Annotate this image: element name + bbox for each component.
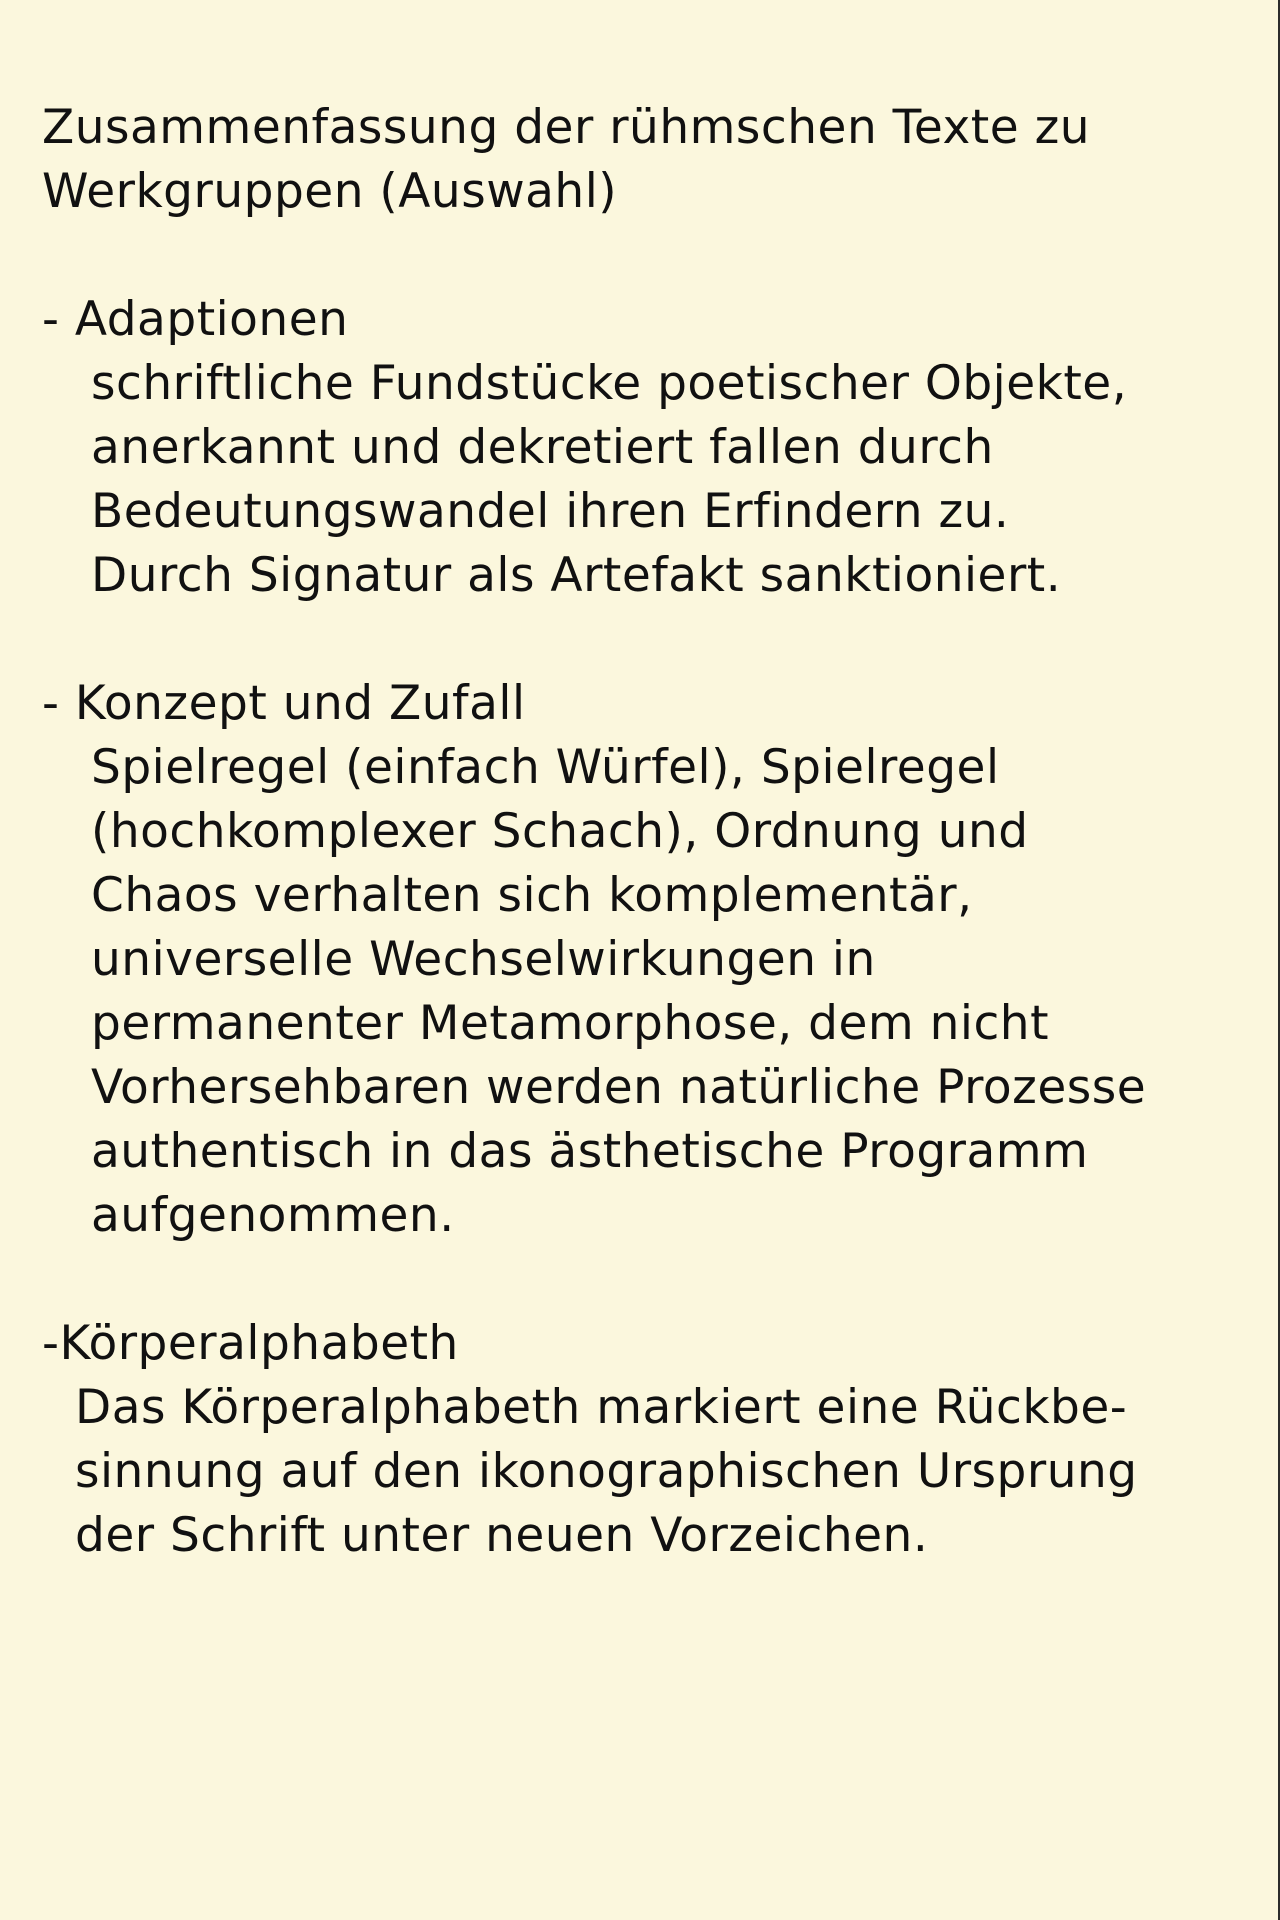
section-text-line: Vorhersehbaren werden natürliche Prozesse	[91, 1060, 1147, 1115]
title-line-2: Werkgruppen (Auswahl)	[42, 164, 618, 219]
section-text-line: Das Körperalphabeth markiert eine Rückbe-	[75, 1380, 1128, 1435]
section-heading-adaptionen: - Adaptionen	[42, 292, 349, 347]
section-text-line: schriftliche Fundstücke poetischer Objekte,	[91, 356, 1128, 411]
section-heading-konzept-und-zufall: - Konzept und Zufall	[42, 676, 526, 731]
section-text-line: permanenter Metamorphose, dem nicht	[91, 996, 1050, 1051]
section-heading-koerperalphabeth: -Körperalphabeth	[42, 1316, 459, 1371]
section-text-line: universelle Wechselwirkungen in	[91, 932, 876, 987]
section-text-line: anerkannt und dekretiert fallen durch	[91, 420, 994, 475]
section-text-line: der Schrift unter neuen Vorzeichen.	[75, 1508, 929, 1563]
section-text-line: Bedeutungswandel ihren Erfindern zu.	[91, 484, 1010, 539]
section-text-line: authentisch in das ästhetische Programm	[91, 1124, 1089, 1179]
section-text-line: Chaos verhalten sich komplementär,	[91, 868, 973, 923]
section-text-line: Durch Signatur als Artefakt sanktioniert.	[91, 548, 1062, 603]
section-text-line: aufgenommen.	[91, 1188, 455, 1243]
section-text-line: (hochkomplexer Schach), Ordnung und	[91, 804, 1029, 859]
section-text-line: Spielregel (einfach Würfel), Spielregel	[91, 740, 1000, 795]
title-line-1: Zusammenfassung der rühmschen Texte zu	[42, 100, 1091, 155]
section-text-line: sinnung auf den ikonographischen Ursprung	[75, 1444, 1138, 1499]
